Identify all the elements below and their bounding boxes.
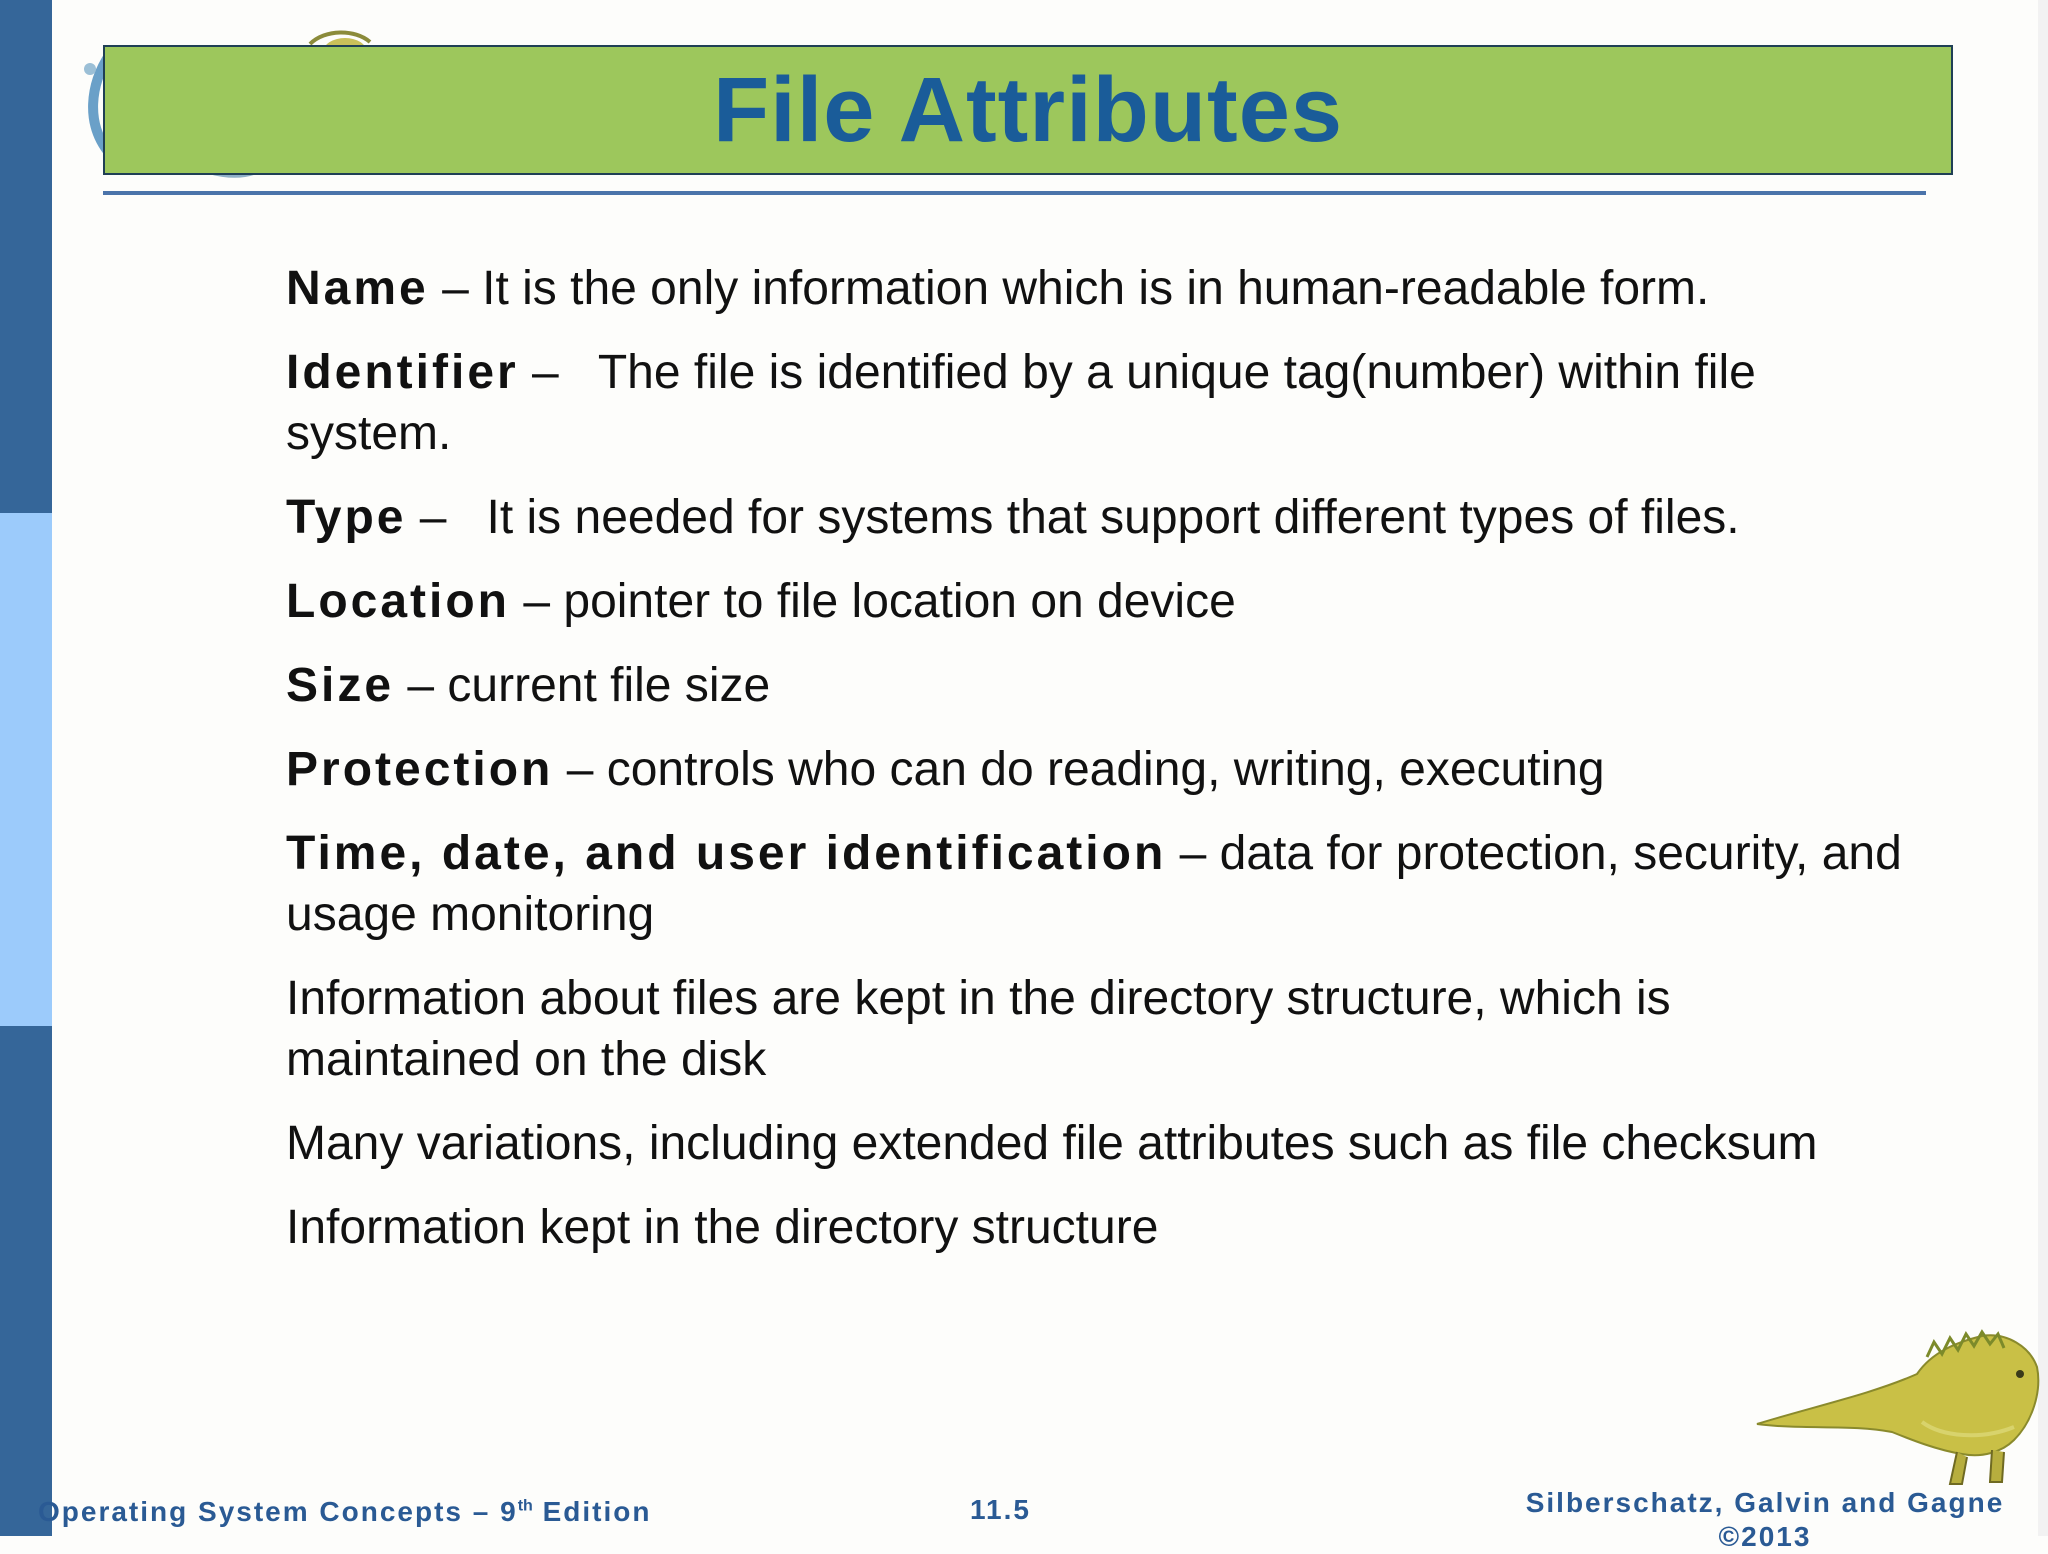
bullet-item-variations: [286, 1113, 1906, 1174]
footer-book-sup: th: [517, 1497, 533, 1515]
bullet-text: – The file is identified by a unique tag(number) within file system.: [286, 346, 1770, 460]
bullet-text: – data for protection, security, and usage monitoring: [286, 827, 1902, 941]
bullet-term: Time, date, and user identification: [286, 827, 1167, 880]
left-sidebar-bar: [0, 0, 52, 1536]
footer-page-number: 11.5: [970, 1494, 1031, 1525]
footer-book-prefix: Operating System Concepts – 9: [38, 1496, 518, 1527]
sidebar-segment-middle: [0, 513, 52, 1026]
bullet-text: – pointer to file location on device: [510, 575, 1236, 628]
bullet-term: Protection: [286, 743, 554, 796]
bullet-term: Location: [286, 575, 510, 628]
footer-book-title: [38, 1496, 651, 1528]
bullet-text: Information about files are kept in the directory structure, which is maintained on the disk: [286, 972, 1671, 1086]
footer-authors-block: [1520, 1486, 2010, 1552]
bullet-text: – controls who can do reading, writing, executing: [553, 743, 1605, 796]
right-edge-strip: [2038, 0, 2048, 1536]
bullet-text: Information kept in the directory structure: [286, 1201, 1159, 1254]
bullet-item-directory-structure: [286, 1197, 1906, 1258]
footer-copyright: ©2013: [1718, 1521, 1812, 1552]
title-banner: [103, 45, 1953, 175]
bullet-item-protection: [286, 739, 1906, 800]
bullet-text: – It is needed for systems that support different types of files.: [406, 491, 1740, 544]
bullet-term: Identifier: [286, 346, 519, 399]
title-underline-rule: [103, 191, 1926, 195]
bullet-term: Size: [286, 659, 395, 712]
bullet-term: Type: [286, 491, 407, 544]
footer-book-suffix: Edition: [532, 1496, 652, 1527]
bullet-text: – current file size: [394, 659, 771, 712]
footer-authors: Silberschatz, Galvin and Gagne: [1525, 1487, 2005, 1518]
bullet-item-identifier: [286, 342, 1906, 464]
sidebar-segment-top: [0, 0, 52, 513]
bullet-item-directory-info: [286, 968, 1906, 1090]
bullet-text: – It is the only information which is in human-readable form.: [428, 262, 1710, 315]
bullet-item-size: [286, 655, 1906, 716]
slide-title: File Attributes: [712, 58, 1344, 161]
bullet-term: Name: [286, 262, 429, 315]
bullet-item-location: [286, 571, 1906, 632]
slide-body: [286, 258, 1906, 1281]
bullet-item-type: [286, 487, 1906, 548]
bullet-text: Many variations, including extended file attributes such as file checksum: [286, 1117, 1818, 1170]
sidebar-segment-bottom: [0, 1026, 52, 1536]
bullet-item-time-date-user: [286, 823, 1906, 945]
bullet-item-name: [286, 258, 1906, 319]
dinosaur-illustration-icon: [1752, 1312, 2042, 1490]
